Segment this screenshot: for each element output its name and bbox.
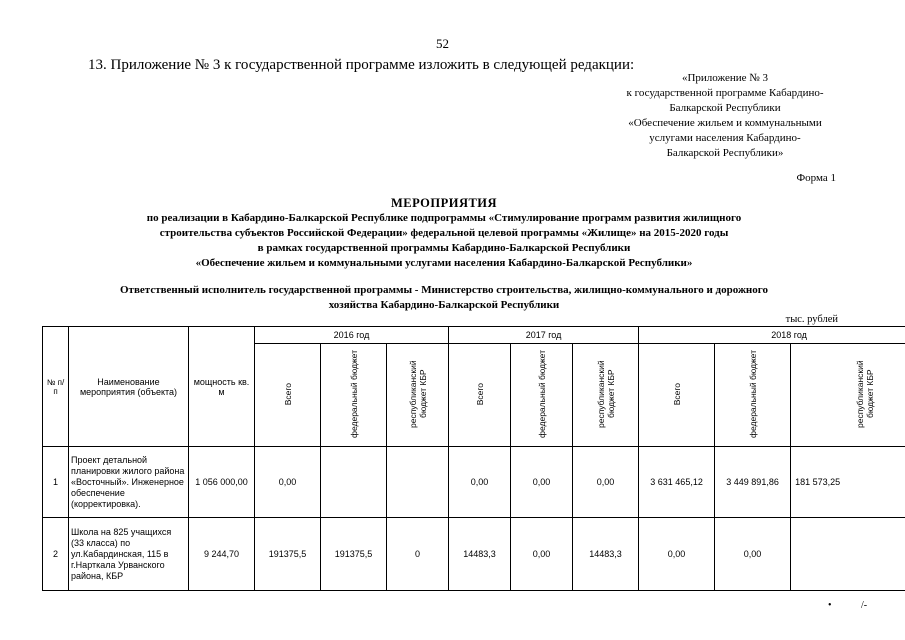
scan-mark: /-: [861, 600, 868, 611]
appendix-line: услугами населения Кабардино-: [649, 132, 801, 144]
subheader-total-2016: [255, 344, 321, 447]
appendix-line: Балкарской Республики: [669, 102, 781, 114]
subheader-label: федеральный бюджет: [536, 349, 547, 439]
document-title: МЕРОПРИЯТИЯ: [390, 196, 498, 210]
responsible-line: хозяйства Кабардино-Балкарской Республики: [328, 299, 560, 311]
header-year-2017: 2017 год: [449, 327, 639, 344]
scan-mark: •: [828, 600, 832, 611]
responsible-line: Ответственный исполнитель государственной программы - Министерство строительства, жилищно-коммунального и дорожного: [120, 284, 768, 296]
subtitle-line: «Обеспечение жильем и коммунальными услугами населения Кабардино-Балкарской Республики»: [195, 257, 693, 269]
subheader-republic-2016: [387, 344, 449, 447]
federal-2017: 0,00: [511, 447, 573, 518]
appendix-line: Балкарской Республики»: [666, 147, 784, 159]
federal-2018: 3 449 891,86: [715, 447, 791, 518]
responsible-executor: [40, 283, 848, 313]
appendix-line: «Приложение № 3: [681, 72, 769, 84]
table-row: [43, 447, 905, 518]
republic-2018: [791, 518, 905, 591]
subheader-label: федеральный бюджет: [747, 349, 758, 439]
federal-2017: 0,00: [511, 518, 573, 591]
subheader-total-2017: [449, 344, 511, 447]
subheader-label: федеральный бюджет: [348, 349, 359, 439]
subheader-federal-2016: [321, 344, 387, 447]
appendix-reference: [560, 71, 890, 161]
intro-paragraph: 13. Приложение № 3 к государственной программе изложить в следующей редакции:: [88, 57, 635, 73]
subheader-federal-2017: [511, 344, 573, 447]
appendix-line: к государственной программе Кабардино-: [626, 87, 824, 99]
subheader-label: республиканский бюджет КБР: [855, 360, 876, 428]
subheader-federal-2018: [715, 344, 791, 447]
subheader-label: Всего: [671, 382, 682, 406]
republic-2017: 14483,3: [573, 518, 639, 591]
republic-2016: [387, 447, 449, 518]
row-number: 1: [43, 447, 69, 518]
total-2018: 3 631 465,12: [639, 447, 715, 518]
measure-name: Школа на 825 учащихся (33 класса) по ул.Кабардинская, 115 в г.Нарткала Урванского района, КБР: [69, 518, 189, 591]
capacity-value: 9 244,70: [189, 518, 255, 591]
appendix-line: «Обеспечение жильем и коммунальными: [628, 117, 822, 129]
federal-2018: 0,00: [715, 518, 791, 591]
capacity-value: 1 056 000,00: [189, 447, 255, 518]
subheader-label: республиканский бюджет КБР: [407, 360, 428, 428]
header-year-2018: 2018 год: [639, 327, 905, 344]
subtitle-line: по реализации в Кабардино-Балкарской Республике подпрограммы «Стимулирование программ развития жилищного: [146, 212, 742, 224]
row-number: 2: [43, 518, 69, 591]
header-number: № п/п: [43, 327, 69, 447]
form-label: Форма 1: [796, 172, 836, 184]
federal-2016: [321, 447, 387, 518]
subheader-label: Всего: [474, 382, 485, 406]
federal-2016: 191375,5: [321, 518, 387, 591]
subheader-label: Всего: [282, 382, 293, 406]
measure-name: Проект детальной планировки жилого района «Восточный». Инженерное обеспечение (корректировка).: [69, 447, 189, 518]
header-capacity: мощность кв. м: [189, 327, 255, 447]
subtitle-line: строительства субъектов Российской Федерации» федеральной целевой программы «Жилище» на 2015-2020 годы: [159, 227, 729, 239]
subheader-total-2018: [639, 344, 715, 447]
total-2016: 0,00: [255, 447, 321, 518]
total-2017: 14483,3: [449, 518, 511, 591]
republic-2016: 0: [387, 518, 449, 591]
table-row: [43, 518, 905, 591]
measures-table: [42, 326, 905, 591]
header-name: Наименование мероприятия (объекта): [69, 327, 189, 447]
header-year-2016: 2016 год: [255, 327, 449, 344]
page-number: 52: [436, 36, 449, 51]
subtitle-line: в рамках государственной программы Кабардино-Балкарской Республики: [257, 242, 631, 254]
units-label: тыс. рублей: [785, 314, 838, 325]
subheader-republic-2017: [573, 344, 639, 447]
total-2016: 191375,5: [255, 518, 321, 591]
republic-2018: 181 573,25: [791, 447, 905, 518]
total-2018: 0,00: [639, 518, 715, 591]
document-heading: [40, 196, 848, 271]
total-2017: 0,00: [449, 447, 511, 518]
subheader-label: республиканский бюджет КБР: [595, 360, 616, 428]
subheader-republic-2018: [791, 344, 905, 447]
republic-2017: 0,00: [573, 447, 639, 518]
